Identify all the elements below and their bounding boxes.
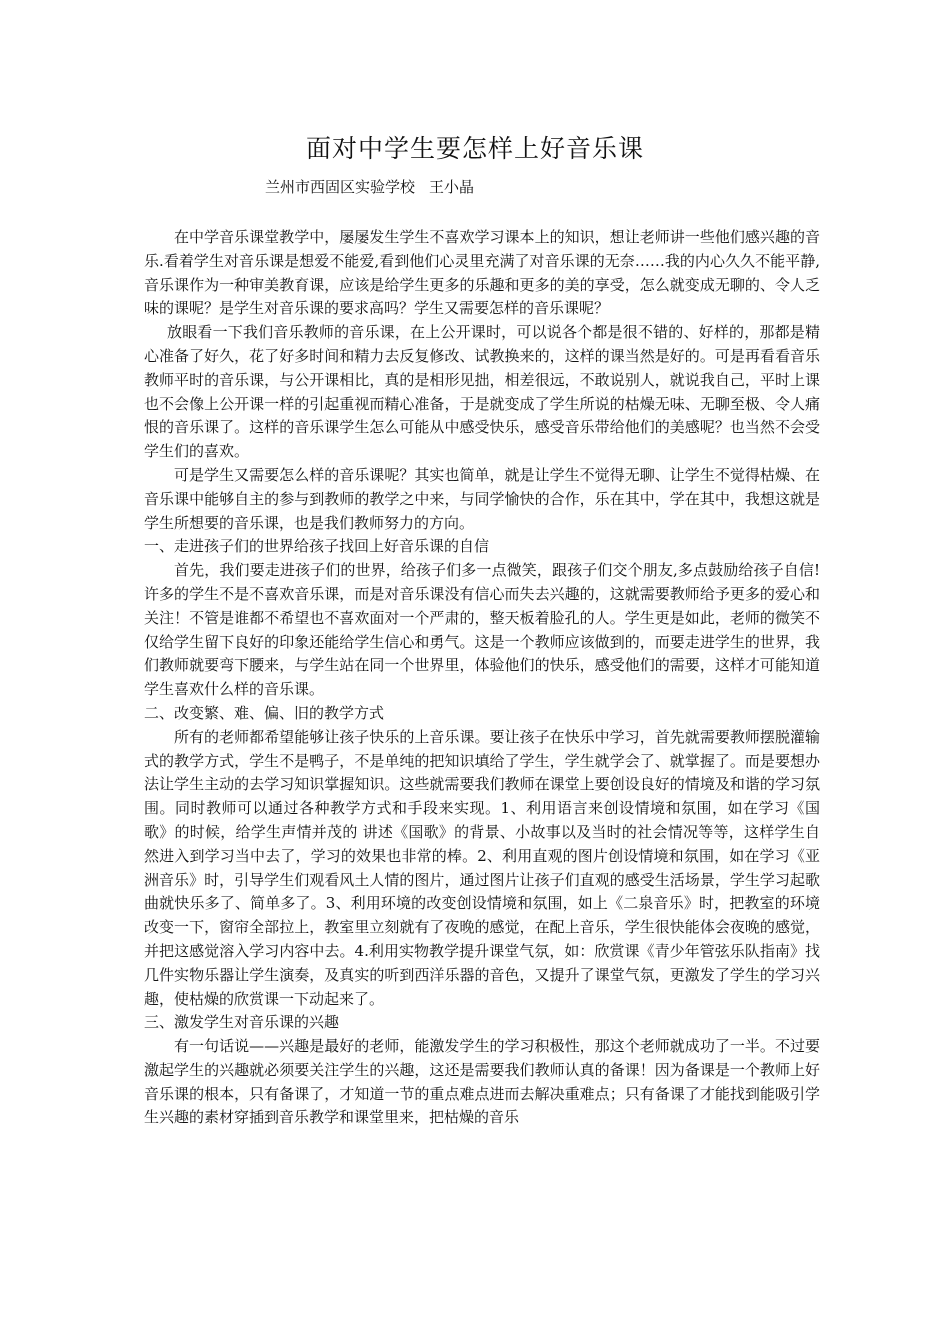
section-heading-2: 二、改变繁、难、偏、旧的教学方式 [144, 703, 385, 722]
paragraph-section-3: 有一句话说——兴趣是最好的老师，能激发学生的学习积极性，那这个老师就成功了一半。不过要激起学生的兴趣就必须要关注学生的兴趣，这还是需要我们教师认真的备课！因为备课是一个教师上好音乐课的根本，只有备课了，才知道一节的重点难点进而去解决重难点；只有备课了才能找到能吸引学生兴趣的素材穿插到音乐教学和课堂里来，把枯燥的音乐 [144, 1037, 820, 1127]
section-heading-3: 三、激发学生对音乐课的兴趣 [144, 1013, 340, 1032]
section-heading-1: 一、走进孩子们的世界给孩子找回上好音乐课的自信 [144, 537, 490, 556]
paragraph-student-needs: 可是学生又需要怎么样的音乐课呢？其实也简单，就是让学生不觉得无聊、让学生不觉得枯燥、在音乐课中能够自主的参与到教师的教学之中来，与同学愉快的合作，乐在其中，学在其中，我想这就是学生所想要的音乐课，也是我们教师努力的方向。 [144, 465, 820, 532]
author-line [265, 177, 474, 197]
author-name: 王小晶 [429, 178, 475, 196]
paragraph-section-2: 所有的老师都希望能够让孩子快乐的上音乐课。要让孩子在快乐中学习，首先就需要教师摆脱灌输式的教学方式，学生不是鸭子，不是单纯的把知识填给了学生，学生就学会了、就掌握了。而是要想办法让学生主动的去学习知识掌握知识。这些就需要我们教师在课堂上要创设良好的情境及和谐的学习氛围。同时教师可以通过各种教学方式和手段来实现。1、利用语言来创设情境和氛围，如在学习《国歌》的时候，给学生声情并茂的 讲述《国歌》的背景、小故事以及当时的社会情况等等，这样学生自然进入到学习当中去了，学习的效果也非常的棒。2、利用直观的图片创设情境和氛围，如在学习《亚洲音乐》时，引导学生们观看风土人情的图片，通过图片让孩子们直观的感受生活场景，学生学习起歌曲就快乐多了、简单多了。3、利用环境的改变创设情境和氛围，如上《二泉音乐》时，把教室的环境改变一下，窗帘全部拉上，教室里立刻就有了夜晚的感觉，在配上音乐，学生很快能体会夜晚的感觉，并把这感觉溶入学习内容中去。4.利用实物教学提升课堂气氛，如：欣赏课《青少年管弦乐队指南》找几件实物乐器让学生演奏，及真实的听到西洋乐器的音色，又提升了课堂气氛，更激发了学生的学习兴趣，使枯燥的欣赏课一下动起来了。 [144, 727, 820, 1008]
paragraph-public-class: 放眼看一下我们音乐教师的音乐课，在上公开课时，可以说各个都是很不错的、好样的，那都是精心准备了好久，花了好多时间和精力去反复修改、试教换来的，这样的课当然是好的。可是再看看音乐教师平时的音乐课，与公开课相比，真的是相形见拙，相差很远，不敢说别人，就说我自己，平时上课也不会像上公开课一样的引起重视而精心准备，于是就变成了学生所说的枯燥无味、无聊至极、令人痛恨的音乐课了。这样的音乐课学生怎么可能从中感受快乐，感受音乐带给他们的美感呢？也当然不会受学生们的喜欢。 [144, 323, 820, 461]
document-body [144, 226, 820, 1130]
paragraph-section-1: 首先，我们要走进孩子们的世界，给孩子们多一点微笑，跟孩子们交个朋友,多点鼓励给孩子自信!许多的学生不是不喜欢音乐课，而是对音乐课没有信心而失去兴趣的，这就需要教师给予更多的爱心和关注！不管是谁都不希望也不喜欢面对一个严肃的，整天板着脸孔的人。学生更是如此，老师的微笑不仅给学生留下良好的印象还能给学生信心和勇气。这是一个教师应该做到的，而要走进学生的世界，我们教师就要弯下腰来，与学生站在同一个世界里，体验他们的快乐，感受他们的需要，这样才可能知道学生喜欢什么样的音乐课。 [144, 561, 820, 699]
school-name: 兰州市西固区实验学校 [265, 178, 416, 196]
document-title: 面对中学生要怎样上好音乐课 [305, 134, 644, 163]
paragraph-intro: 在中学音乐课堂教学中，屡屡发生学生不喜欢学习课本上的知识，想让老师讲一些他们感兴趣的音乐.看着学生对音乐课是想爱不能爱,看到他们心灵里充满了对音乐课的无奈……我的内心久久不能平静,音乐课作为一种审美教育课，应该是给学生更多的乐趣和更多的美的享受，怎么就变成无聊的、令人乏味的课呢？是学生对音乐课的要求高吗？学生又需要怎样的音乐课呢？ [144, 228, 820, 318]
